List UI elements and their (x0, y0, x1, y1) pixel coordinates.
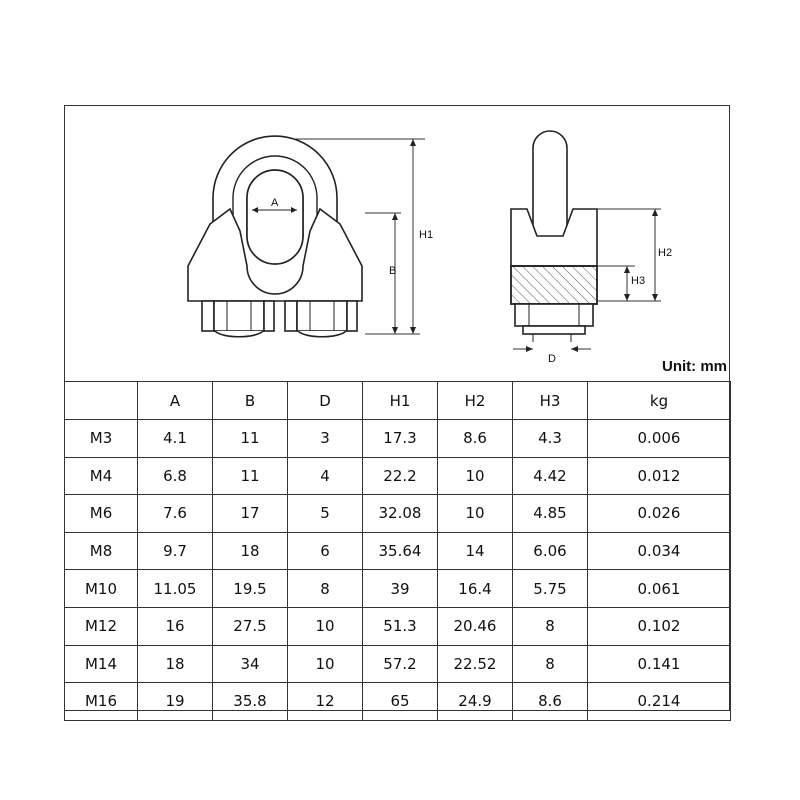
value-cell: 51.3 (363, 607, 438, 645)
value-cell: 3 (288, 420, 363, 458)
value-cell: 17 (213, 495, 288, 533)
size-cell: M4 (65, 457, 138, 495)
value-cell: 6 (288, 532, 363, 570)
value-cell: 0.006 (588, 420, 731, 458)
table-row (65, 645, 731, 683)
value-cell: 10 (438, 495, 513, 533)
front-view (188, 136, 362, 337)
value-cell: 14 (438, 532, 513, 570)
table-row (65, 495, 731, 533)
dimension-label-d: D (548, 353, 556, 365)
value-cell: 24.9 (438, 683, 513, 721)
value-cell: 0.026 (588, 495, 731, 533)
value-cell: 6.8 (138, 457, 213, 495)
value-cell: 0.141 (588, 645, 731, 683)
dimension-label-h2: H2 (658, 247, 673, 259)
value-cell: 11 (213, 457, 288, 495)
column-header: B (213, 382, 288, 420)
value-cell: 8 (513, 607, 588, 645)
value-cell: 39 (363, 570, 438, 608)
value-cell: 16.4 (438, 570, 513, 608)
value-cell: 18 (138, 645, 213, 683)
value-cell: 10 (438, 457, 513, 495)
column-header: A (138, 382, 213, 420)
value-cell: 35.8 (213, 683, 288, 721)
value-cell: 57.2 (363, 645, 438, 683)
size-cell: M12 (65, 607, 138, 645)
size-cell: M10 (65, 570, 138, 608)
table-row (65, 683, 731, 721)
value-cell: 9.7 (138, 532, 213, 570)
table-row (65, 570, 731, 608)
value-cell: 11 (213, 420, 288, 458)
dimension-label-h3: H3 (631, 275, 646, 287)
value-cell: 5 (288, 495, 363, 533)
column-header (65, 382, 138, 420)
value-cell: 32.08 (363, 495, 438, 533)
value-cell: 19.5 (213, 570, 288, 608)
value-cell: 34 (213, 645, 288, 683)
value-cell: 17.3 (363, 420, 438, 458)
value-cell: 4.1 (138, 420, 213, 458)
value-cell: 35.64 (363, 532, 438, 570)
value-cell: 22.52 (438, 645, 513, 683)
value-cell: 19 (138, 683, 213, 721)
size-cell: M8 (65, 532, 138, 570)
column-header: H2 (438, 382, 513, 420)
value-cell: 65 (363, 683, 438, 721)
value-cell: 20.46 (438, 607, 513, 645)
value-cell: 0.012 (588, 457, 731, 495)
value-cell: 16 (138, 607, 213, 645)
spec-table (64, 381, 731, 721)
spec-sheet-frame (64, 105, 730, 711)
value-cell: 0.102 (588, 607, 731, 645)
value-cell: 10 (288, 645, 363, 683)
dimension-label-b: B (389, 265, 397, 277)
table-row (65, 532, 731, 570)
table-row (65, 420, 731, 458)
value-cell: 7.6 (138, 495, 213, 533)
table-header-row (65, 382, 731, 420)
value-cell: 4.85 (513, 495, 588, 533)
unit-label: Unit: mm (662, 358, 727, 375)
value-cell: 8 (513, 645, 588, 683)
dimension-label-h1: H1 (419, 229, 434, 241)
table-row (65, 607, 731, 645)
value-cell: 8 (288, 570, 363, 608)
value-cell: 11.05 (138, 570, 213, 608)
dimension-label-a: A (271, 197, 279, 209)
value-cell: 0.034 (588, 532, 731, 570)
value-cell: 4.3 (513, 420, 588, 458)
value-cell: 12 (288, 683, 363, 721)
size-cell: M6 (65, 495, 138, 533)
size-cell: M14 (65, 645, 138, 683)
column-header: D (288, 382, 363, 420)
size-cell: M16 (65, 683, 138, 721)
value-cell: 4.42 (513, 457, 588, 495)
column-header: kg (588, 382, 731, 420)
value-cell: 4 (288, 457, 363, 495)
value-cell: 27.5 (213, 607, 288, 645)
value-cell: 8.6 (438, 420, 513, 458)
side-view (511, 131, 597, 342)
column-header: H1 (363, 382, 438, 420)
wire-rope-clip-drawing (65, 106, 731, 382)
value-cell: 8.6 (513, 683, 588, 721)
value-cell: 0.214 (588, 683, 731, 721)
size-cell: M3 (65, 420, 138, 458)
value-cell: 5.75 (513, 570, 588, 608)
value-cell: 22.2 (363, 457, 438, 495)
column-header: H3 (513, 382, 588, 420)
table-row (65, 457, 731, 495)
value-cell: 0.061 (588, 570, 731, 608)
value-cell: 6.06 (513, 532, 588, 570)
value-cell: 18 (213, 532, 288, 570)
value-cell: 10 (288, 607, 363, 645)
